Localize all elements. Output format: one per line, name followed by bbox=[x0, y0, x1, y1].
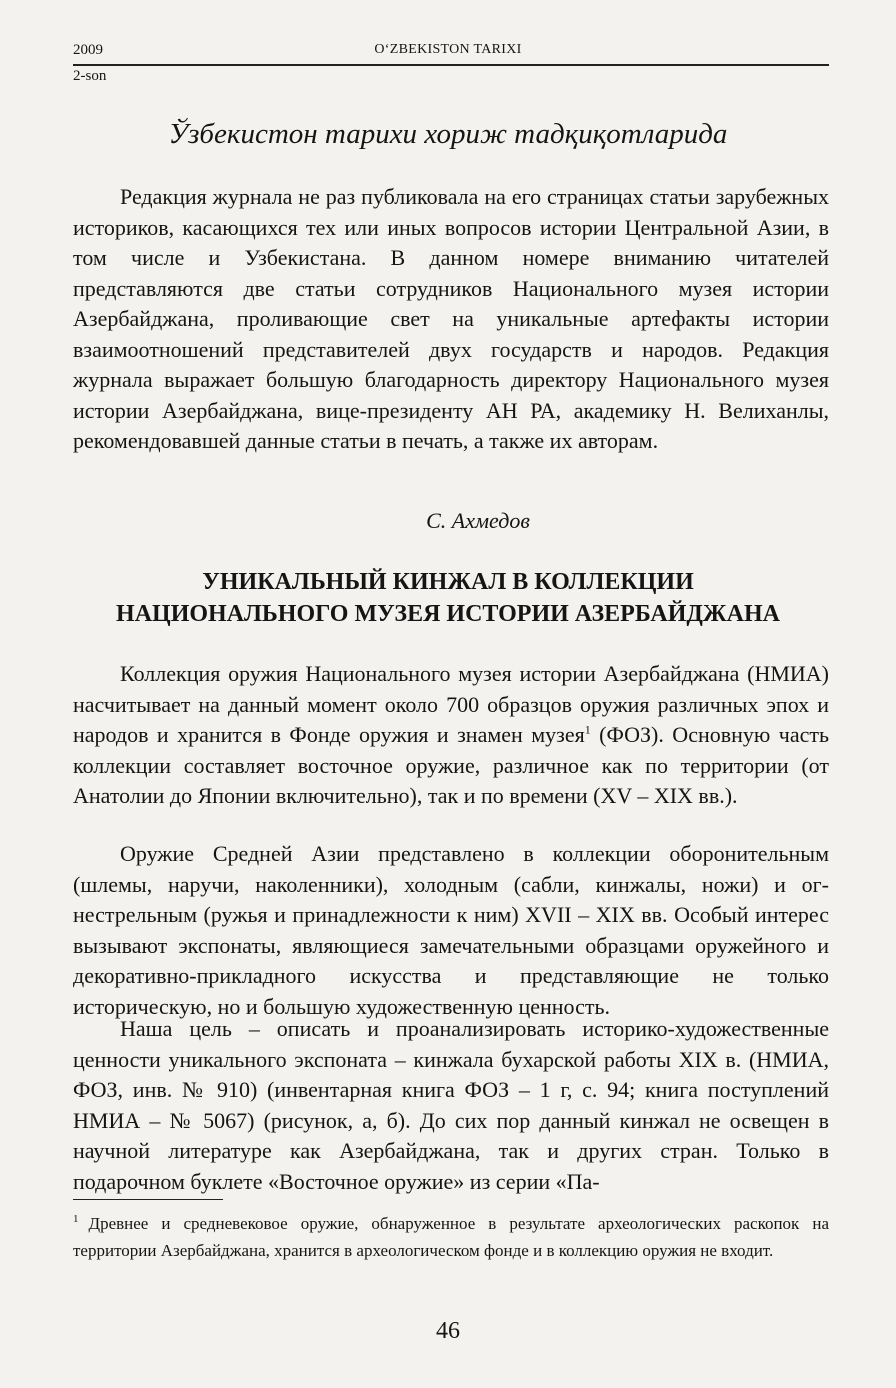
footnote-text-block bbox=[73, 1210, 829, 1264]
article-author: С. Ахмедов bbox=[426, 508, 530, 533]
header-divider bbox=[73, 64, 829, 66]
intro-paragraph: Редакция журнала не раз публиковала на его страницах статьи зарубежных историков, касающихся тех или иных вопросов истории Центральной Азии, в том числе и Узбекистана. В данном номере вниманию читателей представляются две статьи сотрудников Национального музея истории Азербайджана, проливающие свет на уникальные артефакты истории взаимоотношений представителей двух государств и народов. Редакция журнала выражает большую благодарность директору Национального музея истории Азербайджана, вице-президенту АН РА, академику Н. Велиханлы, рекомендовавшей данные статьи в печать, а также их авторам. bbox=[73, 184, 829, 453]
paragraph-1-text bbox=[73, 659, 829, 812]
paragraph-3-text: Наша цель – описать и проанализировать историко-художественные ценности уникального экспоната – кинжала бухарской работы XIX в. (НМИА, ФОЗ, инв. № 910) (инвентарная книга ФОЗ – 1 г, с. 94; книга поступлений НМИА – № 5067) (рисунок, а, б). До сих пор данный кинжал не освещен в научной литературе как Азербайджана, так и других стран. Только в подарочном буклете «Восточное оружие» из серии «Па- bbox=[73, 1016, 829, 1194]
editorial-intro bbox=[73, 182, 829, 457]
header-issue: 2-son bbox=[73, 68, 107, 84]
footnote-divider bbox=[73, 1199, 223, 1200]
section-rubric: Ўзбекистон тарихи хориж тадқиқотларида bbox=[168, 118, 728, 150]
article-title bbox=[0, 566, 896, 630]
footnote bbox=[73, 1210, 829, 1264]
article-paragraph-1 bbox=[73, 659, 829, 812]
page-number: 46 bbox=[436, 1318, 460, 1344]
article-paragraph-2 bbox=[73, 839, 829, 1022]
article-title-line-2: НАЦИОНАЛЬНОГО МУЗЕЯ ИСТОРИИ АЗЕРБАЙДЖАНА bbox=[116, 601, 780, 627]
header-journal-title: O‘ZBEKISTON TARIXI bbox=[374, 42, 522, 57]
footnote-mark: 1 bbox=[73, 1213, 79, 1226]
footnote-reference: 1 bbox=[584, 722, 591, 737]
paragraph-2-text: Оружие Средней Азии представлено в коллекции оборонительным (шлемы, наручи, наколенники), холодным (сабли, кинжалы, ножи) и огнестрельным (ружья и принадлежности к ним) XVII – XIX вв. Особый интерес вызывают экспонаты, являющиеся замечательными образцами оружейного и декоративно-прикладного искусства и представляющие не только историческую, но и большую художественную ценность. bbox=[73, 841, 829, 1019]
header-year: 2009 bbox=[73, 42, 103, 58]
article-title-line-1: УНИКАЛЬНЫЙ КИНЖАЛ В КОЛЛЕКЦИИ bbox=[202, 569, 694, 595]
article-paragraph-3 bbox=[73, 1014, 829, 1197]
footnote-text: Древнее и средневековое оружие, обнаруженное в результате археологических раскопок на территории Азербайджана, хранится в археологическом фонде и в коллекцию оружия не входит. bbox=[73, 1214, 829, 1260]
paragraph-1-part-a: Коллекция оружия Национального музея истории Азербайджана (НМИА) насчитывает на данный момент около 700 образцов оружия различных эпох и народов и хранится в Фонде оружия и знамен музея bbox=[73, 661, 829, 747]
paragraph-1-part-b: (ФОЗ). Основную часть коллекции составляет восточное оружие, различное как по территории (от Анатолии до Японии включительно), так и по времени (XV – XIX вв.). bbox=[73, 722, 829, 808]
